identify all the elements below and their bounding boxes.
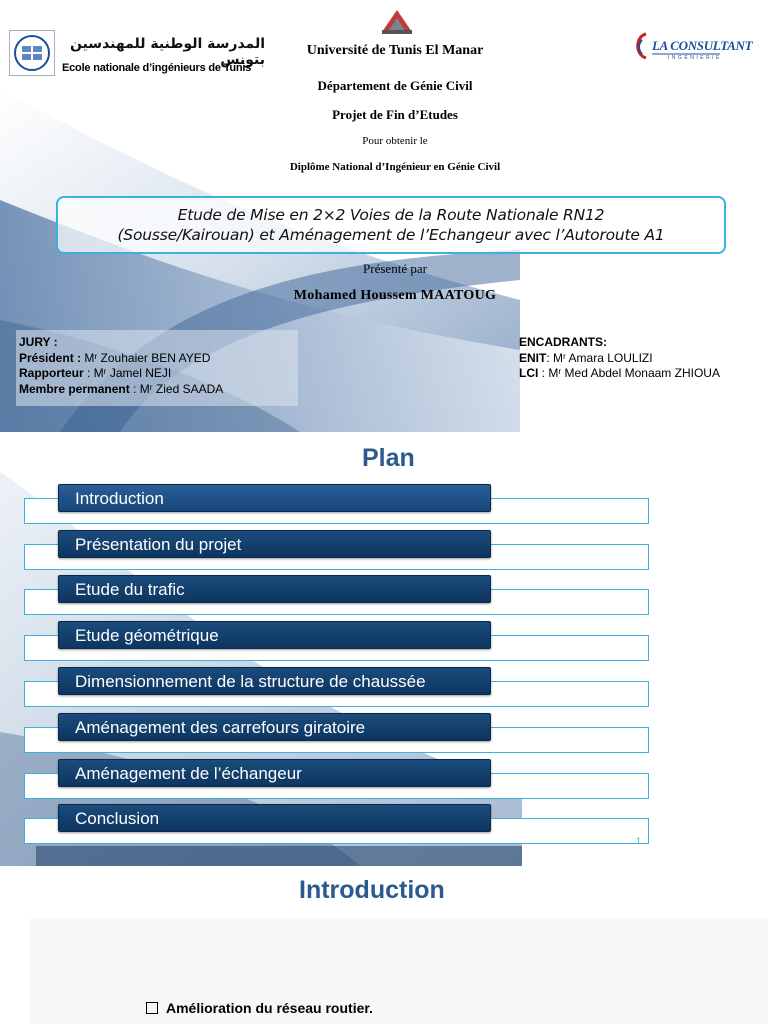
enit-label: ENIT (519, 350, 547, 365)
plan-item-presentation[interactable]: Présentation du projet (58, 530, 491, 558)
enit-supervisor: : Mʳ Amara LOULIZI (546, 350, 653, 365)
membre-name: : Mʳ Zied SAADA (129, 381, 224, 396)
encadrants-heading: ENCADRANTS: (519, 335, 607, 349)
jury-heading: JURY : (19, 335, 58, 349)
introduction-title: Introduction (299, 876, 445, 904)
lci-label: LCI (519, 366, 539, 380)
rapporteur-name: : Mʳ Jamel NEJI (83, 366, 172, 380)
plan-title: Plan (362, 444, 415, 472)
page-number: 1 (636, 836, 642, 846)
university-logo (378, 6, 416, 36)
intro-bullet-text: Amélioration du réseau routier. (166, 1000, 373, 1016)
enit-logo (9, 30, 55, 76)
la-consultant-logo-subtext: INGENIERIE (668, 55, 722, 61)
checkbox-bullet-icon (146, 1002, 158, 1014)
department-name: Département de Génie Civil (317, 78, 473, 93)
obtain-text: Pour obtenir le (362, 135, 428, 147)
lci-supervisor: : Mʳ Med Abdel Monaam ZHIOUA (538, 366, 720, 380)
intro-content-panel (30, 918, 768, 1024)
plan-item-trafic[interactable]: Etude du trafic (58, 575, 491, 603)
author-name: Mohamed Houssem MAATOUG (293, 288, 497, 303)
membre-label: Membre permanent (19, 381, 130, 396)
plan-item-dimensionnement[interactable]: Dimensionnement de la structure de chaussée (58, 667, 491, 695)
plan-item-conclusion[interactable]: Conclusion (58, 804, 491, 832)
cover-slide (0, 0, 768, 432)
jury-block (19, 335, 223, 397)
school-name-french: Ecole nationale d’ingénieurs de Tunis (62, 62, 252, 74)
diploma-name: Diplôme National d’Ingénieur en Génie Civil (289, 161, 501, 173)
project-title-box (56, 196, 726, 254)
project-title-line-2: (Sousse/Kairouan) et Aménagement de l’Echangeur avec l’Autoroute A1 (117, 226, 665, 244)
project-type: Projet de Fin d’Etudes (332, 107, 458, 122)
university-name: Université de Tunis El Manar (306, 43, 484, 58)
plan-slide (0, 432, 768, 866)
plan-item-carrefours[interactable]: Aménagement des carrefours giratoire (58, 713, 491, 741)
presented-by: Présenté par (363, 261, 427, 276)
intro-bullet (146, 1000, 373, 1016)
president-label: Président : (19, 350, 82, 365)
school-name-arabic: المدرسة الوطنية للمهندسين بتونس (69, 36, 265, 68)
project-title-line-1: Etude de Mise en 2×2 Voies de la Route Nationale RN12 (177, 206, 605, 224)
president-name: Mʳ Zouhaier BEN AYED (81, 350, 211, 365)
la-consultant-logo-text: LA CONSULTANT (652, 38, 753, 53)
rapporteur-label: Rapporteur (19, 366, 84, 380)
plan-item-echangeur[interactable]: Aménagement de l’échangeur (58, 759, 491, 787)
encadrants-block (519, 335, 720, 382)
plan-item-geometrique[interactable]: Etude géométrique (58, 621, 491, 649)
plan-item-introduction[interactable]: Introduction (58, 484, 491, 512)
introduction-slide (0, 866, 768, 1024)
